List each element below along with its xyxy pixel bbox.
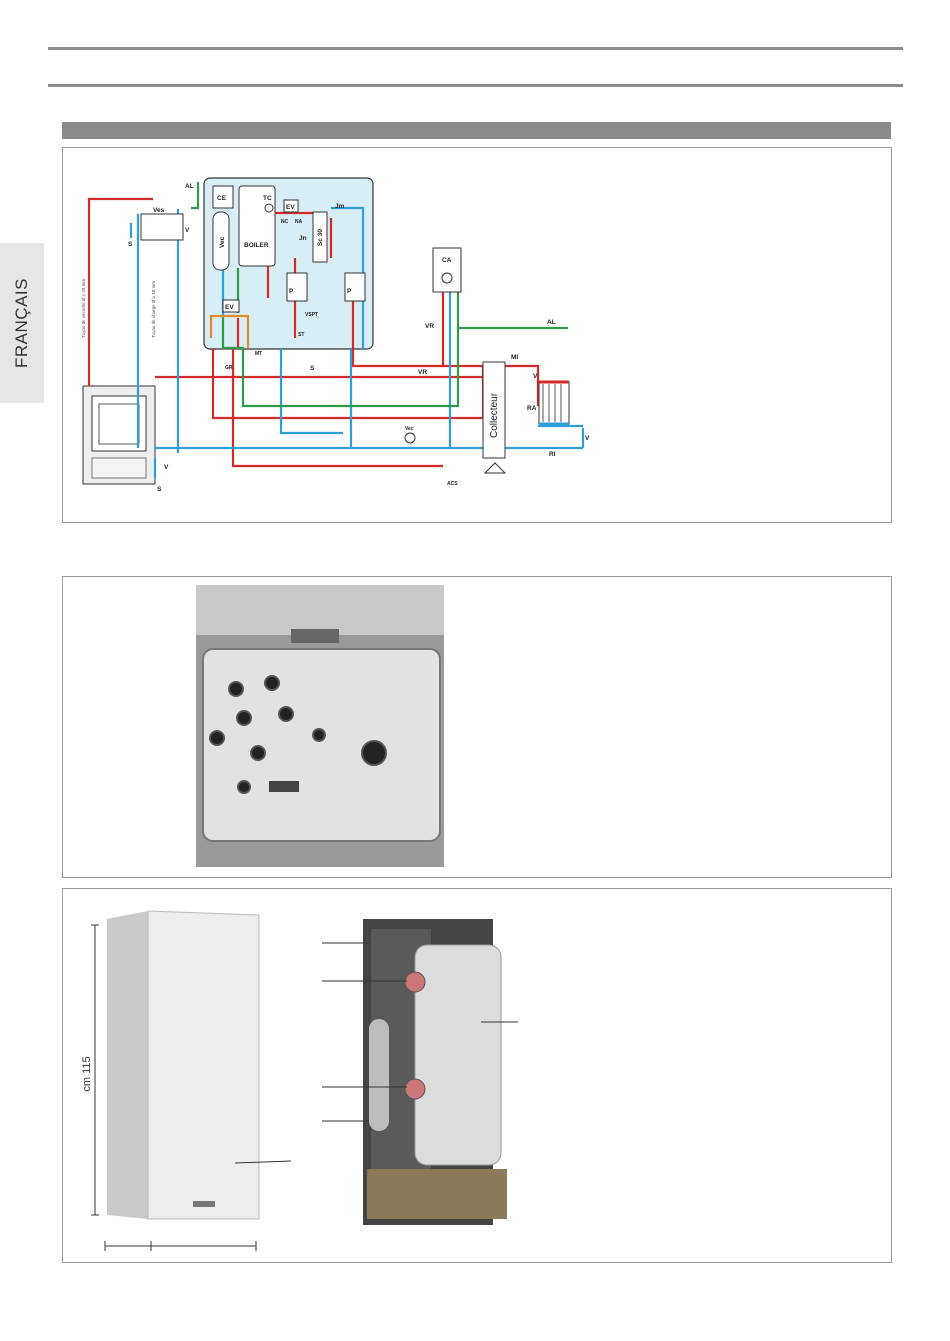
label-ev-bottom: EV bbox=[225, 304, 234, 311]
hydraulic-diagram-panel bbox=[62, 147, 892, 523]
label-collecteur: Collecteur bbox=[489, 392, 500, 438]
cabinet-open bbox=[363, 919, 507, 1225]
label-vec: Vec bbox=[219, 236, 226, 248]
cabinet-photos bbox=[63, 889, 891, 1262]
tc-sensor bbox=[265, 204, 273, 212]
label-vr1: VR bbox=[425, 323, 435, 330]
ground-symbol bbox=[485, 463, 505, 473]
label-p1: P bbox=[289, 288, 294, 295]
label-ce: CE bbox=[217, 195, 227, 202]
label-boiler: BOILER bbox=[244, 242, 269, 249]
cabinet-closed bbox=[107, 911, 259, 1219]
label-sc30: Sc 30 bbox=[317, 229, 324, 246]
label-ra: RA bbox=[527, 405, 537, 412]
label-v-ri: V bbox=[585, 435, 590, 442]
label-v-stove: V bbox=[164, 464, 169, 471]
radiator bbox=[539, 382, 569, 424]
label-nc: NC bbox=[281, 219, 289, 225]
expansion-vessel-ves bbox=[141, 214, 183, 240]
vec-gauge bbox=[405, 433, 415, 443]
label-ev-top: EV bbox=[286, 204, 295, 211]
label-st: ST bbox=[298, 332, 305, 338]
pump-1 bbox=[287, 273, 307, 301]
label-na: NA bbox=[295, 219, 303, 225]
label-mt: MT bbox=[255, 351, 263, 357]
label-vr2: VR bbox=[418, 369, 428, 376]
label-ca: CA bbox=[442, 257, 452, 264]
label-s-mid: S bbox=[310, 365, 315, 372]
label-acs: ACS bbox=[447, 481, 458, 487]
label-al-top: AL bbox=[185, 183, 194, 190]
hydraulic-diagram bbox=[63, 148, 891, 522]
pump-2 bbox=[345, 273, 365, 301]
label-jn: Jn bbox=[299, 235, 307, 242]
label-v-top: V bbox=[185, 227, 190, 234]
ca-pump bbox=[442, 273, 452, 283]
language-label: FRANÇAIS bbox=[12, 278, 31, 368]
label-ves: Ves bbox=[153, 207, 165, 214]
cabinet-photos-panel bbox=[62, 888, 892, 1263]
label-vspt: VSPT bbox=[305, 312, 319, 318]
label-v-ra: V bbox=[533, 373, 538, 380]
label-s-top: S bbox=[128, 241, 133, 248]
height-dimension-label: cm 115 bbox=[81, 1056, 93, 1092]
pipe-note-charge: Tuyau de charge Ø ≥ 18 mm bbox=[151, 280, 156, 338]
label-p2: P bbox=[347, 288, 352, 295]
label-jm: Jm bbox=[335, 203, 345, 210]
label-tc: TC bbox=[263, 195, 272, 202]
top-rule bbox=[48, 47, 903, 50]
label-ri: RI bbox=[549, 451, 556, 458]
label-s-stove: S bbox=[157, 486, 162, 493]
label-al-right: AL bbox=[547, 319, 556, 326]
section-header-bar bbox=[62, 122, 891, 139]
label-mi: MI bbox=[511, 354, 519, 361]
connections-photo-panel bbox=[62, 576, 892, 878]
ca-unit bbox=[433, 248, 461, 292]
pipe-note-safety: Tuyau de sécurité Ø ≥ 28 mm bbox=[81, 278, 86, 338]
connections-photo bbox=[63, 577, 891, 877]
stove bbox=[83, 386, 155, 484]
label-gr: GR bbox=[225, 365, 233, 371]
label-vec-bottom: Vec bbox=[405, 426, 414, 432]
second-rule bbox=[48, 84, 903, 87]
